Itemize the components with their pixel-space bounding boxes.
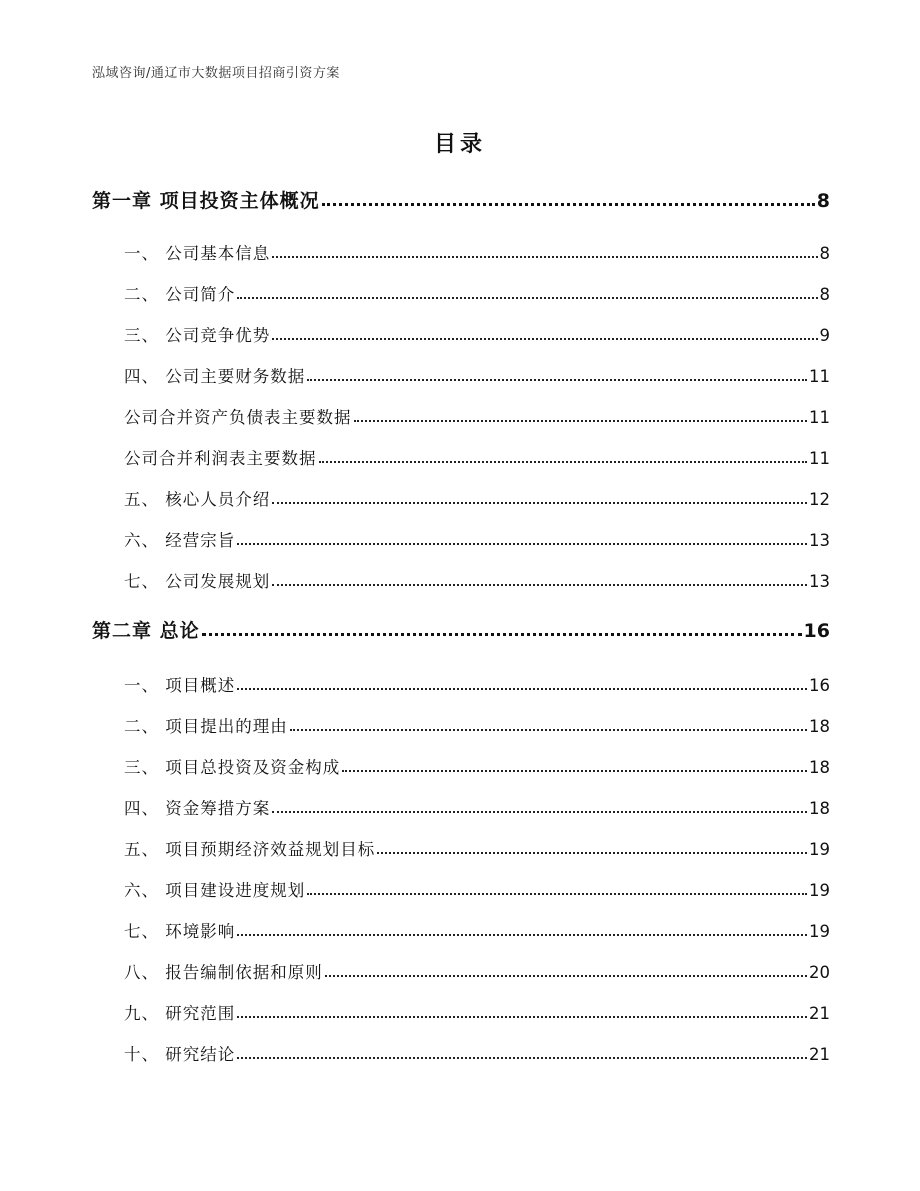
- dot-leader: [237, 1056, 807, 1059]
- toc-page-number: 21: [809, 1004, 830, 1023]
- dot-leader: [272, 337, 817, 340]
- toc-entry-label: 第一章 项目投资主体概况: [92, 190, 320, 212]
- toc-page-number: 21: [809, 1045, 830, 1064]
- toc-section-entry[interactable]: [92, 918, 830, 942]
- toc-page-number: 13: [809, 531, 830, 550]
- dot-leader: [272, 583, 807, 586]
- dot-leader: [322, 202, 815, 206]
- toc-page-number: 8: [819, 244, 830, 263]
- toc-section-entry[interactable]: [92, 959, 830, 983]
- toc-section-entry[interactable]: [92, 281, 830, 305]
- toc-entry-label: 四、 公司主要财务数据: [124, 367, 306, 386]
- toc-entry-label: 公司合并利润表主要数据: [124, 449, 317, 468]
- toc-page-number: 11: [809, 367, 830, 386]
- toc-page-number: 13: [809, 572, 830, 591]
- toc-page-number: 18: [809, 758, 830, 777]
- toc-page-number: 19: [809, 922, 830, 941]
- toc-entry-label: 八、 报告编制依据和原则: [124, 963, 323, 982]
- toc-section-entry[interactable]: [92, 1041, 830, 1065]
- toc-page-number: 18: [809, 799, 830, 818]
- dot-leader: [325, 974, 807, 977]
- toc-section-entry[interactable]: [92, 363, 830, 387]
- toc-page-number: 11: [809, 449, 830, 468]
- toc-page-number: 12: [809, 490, 830, 509]
- toc-section-entry[interactable]: [92, 322, 830, 346]
- dot-leader: [377, 851, 807, 854]
- toc-section-entry[interactable]: [92, 713, 830, 737]
- toc-entry-label: 九、 研究范围: [124, 1004, 236, 1023]
- toc-chapter-entry[interactable]: [92, 616, 830, 643]
- running-header: 泓域咨询/通辽市大数据项目招商引资方案: [92, 66, 340, 81]
- toc-page-number: 19: [809, 840, 830, 859]
- toc-page-number: 11: [809, 408, 830, 427]
- toc-page-number: 18: [809, 717, 830, 736]
- toc-page-number: 16: [803, 620, 830, 642]
- dot-leader: [354, 419, 808, 422]
- toc-entry-label: 二、 项目提出的理由: [124, 717, 288, 736]
- toc-entry-label: 六、 经营宗旨: [124, 531, 236, 550]
- toc-section-entry[interactable]: [92, 240, 830, 264]
- toc-entry-label: 六、 项目建设进度规划: [124, 881, 306, 900]
- toc-entry-label: 第二章 总论: [92, 620, 200, 642]
- toc-entry-label: 一、 项目概述: [124, 676, 236, 695]
- dot-leader: [319, 460, 808, 463]
- toc-page-number: 16: [809, 676, 830, 695]
- toc-page-number: 8: [819, 285, 830, 304]
- dot-leader: [272, 255, 817, 258]
- dot-leader: [202, 632, 802, 636]
- toc-section-entry[interactable]: [92, 568, 830, 592]
- toc-page-number: 20: [809, 963, 830, 982]
- toc-section-entry[interactable]: [92, 754, 830, 778]
- toc-section-entry[interactable]: [92, 877, 830, 901]
- toc-section-entry[interactable]: [92, 404, 830, 428]
- toc-entry-label: 三、 项目总投资及资金构成: [124, 758, 341, 777]
- toc-entry-label: 五、 核心人员介绍: [124, 490, 271, 509]
- toc-entry-label: 七、 环境影响: [124, 922, 236, 941]
- toc-entry-label: 五、 项目预期经济效益规划目标: [124, 840, 376, 859]
- dot-leader: [237, 296, 817, 299]
- toc-entry-label: 十、 研究结论: [124, 1045, 236, 1064]
- toc-entry-label: 三、 公司竞争优势: [124, 326, 271, 345]
- dot-leader: [290, 728, 807, 731]
- dot-leader: [237, 933, 807, 936]
- dot-leader: [307, 378, 807, 381]
- toc-section-entry[interactable]: [92, 1000, 830, 1024]
- dot-leader: [272, 810, 807, 813]
- toc-entry-label: 七、 公司发展规划: [124, 572, 271, 591]
- toc-page-number: 8: [816, 190, 830, 212]
- toc-section-entry[interactable]: [92, 795, 830, 819]
- dot-leader: [342, 769, 807, 772]
- dot-leader: [237, 687, 807, 690]
- dot-leader: [307, 892, 807, 895]
- toc-entry-label: 公司合并资产负债表主要数据: [124, 408, 352, 427]
- toc-entry-label: 四、 资金筹措方案: [124, 799, 271, 818]
- toc-section-entry[interactable]: [92, 527, 830, 551]
- toc-entry-label: 一、 公司基本信息: [124, 244, 271, 263]
- toc-entry-label: 二、 公司简介: [124, 285, 236, 304]
- toc-section-entry[interactable]: [92, 836, 830, 860]
- toc-section-entry[interactable]: [92, 486, 830, 510]
- toc-title: 目录: [433, 132, 486, 157]
- toc-page-number: 9: [819, 326, 830, 345]
- toc-section-entry[interactable]: [92, 672, 830, 696]
- toc-page-number: 19: [809, 881, 830, 900]
- dot-leader: [237, 542, 807, 545]
- dot-leader: [272, 501, 807, 504]
- toc-chapter-entry[interactable]: [92, 186, 830, 213]
- dot-leader: [237, 1015, 807, 1018]
- toc-section-entry[interactable]: [92, 445, 830, 469]
